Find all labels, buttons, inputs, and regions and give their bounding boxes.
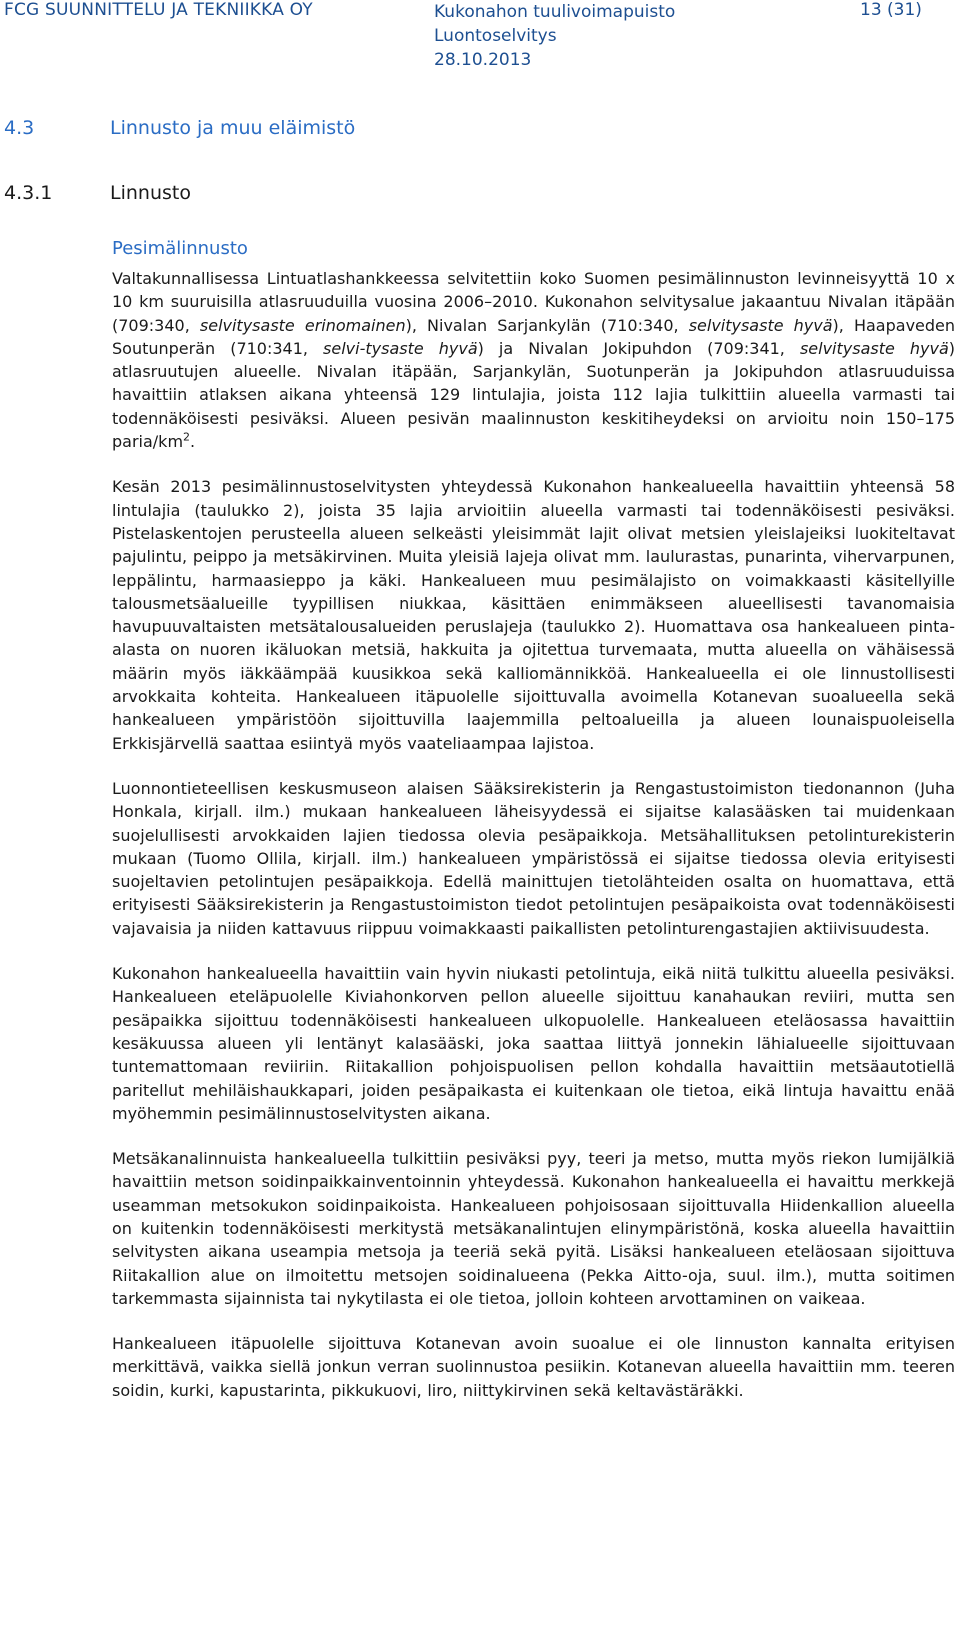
text-run: Valtakunnallisessa Lintuatlashankkeessa selvitettiin koko Suomen pesimälinnuston levinneisyyttä 10 x 10 km suuruisilla atlasruuduilla vuosina 2006–2010. Kukonahon selvitysalue jakaantuu Nivalan itäpään (709:340, (112, 269, 955, 335)
report-date: 28.10.2013 (434, 50, 532, 70)
report-type: Luontoselvitys (434, 26, 557, 46)
emphasis-text: selvitysaste hyvä (799, 338, 949, 358)
project-name: Kukonahon tuulivoimapuisto (434, 2, 676, 22)
paragraph-atlas (112, 267, 955, 453)
subsection-title: Linnusto (110, 182, 191, 204)
paragraph-raptors: Kukonahon hankealueella havaittiin vain hyvin niukasti petolintuja, eikä niitä tulkittu alueella pesiväksi. Hankealueen eteläpuolelle Kiviahonkorven pellon alueelle sijoittuu kanahaukan reviiri, mutta sen pesäpaikka sijoittuu todennäköisesti hankealueen ulkopuolelle. Hankealueen eteläosassa havaittiin kesäkuussa alueen yli lentänyt kalasääski, joka saattaa liittyä jonnekin lähialueelle sijoittuvaan tuntemattomaan reviiriin. Riitakallion pohjoispuolisen pellon kohdalla havaittiin metsäautotiellä paritellut mehiläishaukkapari, joiden pesäpaikasta ei kuitenkaan ole tietoa, eikä lintuja havaittu enää myöhemmin pesimälinnustoselvitysten aikana. (112, 964, 955, 1123)
subsection-heading (4, 182, 191, 204)
paragraph-grouse: Metsäkanalinnuista hankealueella tulkittiin pesiväksi pyy, teeri ja metso, mutta myös riekon lumijälkiä havaittiin metson soidinpaikkainventoinnin yhteydessä. Kukonahon hankealueella ei havaittu merkkejä useamman metsokukon soidinpaikoista. Hankealueen pohjoisosaan sijoittuvalla Hiidenkallion alueella on kuitenkin todennäköisesti merkitystä metsäkanalintujen elinympäristönä, koska alueella havaittiin selvitysten aikana useampia metsoja ja teeriä sekä pyitä. Lisäksi hankealueen eteläosaan sijoittuva Riitakallion alue on ilmoitettu metsojen soidinalueena (Pekka Aitto-oja, suul. ilm.), mutta soitimen tarkemmasta sijainnista tai nykytilasta ei ole tietoa, jolloin kohteen arvottaminen on vaikeaa. (112, 1149, 955, 1308)
emphasis-text: selvitysaste erinomainen (199, 315, 406, 335)
emphasis-text: selvitysaste hyvä (688, 315, 833, 335)
text-run: ), Nivalan Sarjankylän (710:340, (405, 315, 689, 335)
page-header (0, 0, 960, 70)
paragraph-summer-survey: Kesän 2013 pesimälinnustoselvitysten yhteydessä Kukonahon hankealueella havaittiin yhteensä 58 lintulajia (taulukko 2), joista 35 lajia arvioitiin alueella varmasti tai todennäköisesti pesiväksi. Pistelaskentojen perusteella alueen selkeästi yleisimmät lajit olivat metsien yleislajeiksi luokiteltavat pajulintu, peippo ja metsäkirvinen. Muita yleisiä lajeja olivat mm. laulurastas, punarinta, vihervarpunen, leppälintu, harmaasieppo ja käki. Hankealueen muu pesimälajisto on voimakkaasti käsitellyille talousmetsäalueille tyypillisen niukkaa, käsittäen enimmäkseen alueellisesti tavanomaisia havupuuvaltaisten metsätalousalueiden peruslajeja (taulukko 2). Huomattava osa hankealueen pinta-alasta on nuoren ikäluokan metsiä, hakkuita ja ojitettua turvemaata, mutta alueella on vähäisessä määrin myös iäkkäämpää kuusikkoa sekä kalliomännikköä. Hankealueella ei ole linnustollisesti arvokkaita kohteita. Hankealueen itäpuolelle sijoittuvalla avoimella Kotanevan suoalueella sekä hankealueen ympäristöön sijoittuvilla laajemmilla peltoalueilla ja alueen lounaispuoleisella Erkkisjärvellä saattaa esiintyä myös vaateliaampaa lajistoa. (112, 477, 955, 753)
emphasis-text: selvi-tysaste hyvä (323, 338, 478, 358)
text-run: ) ja Nivalan Jokipuhdon (709:341, (477, 338, 800, 358)
paragraph-kotaneva: Hankealueen itäpuolelle sijoittuva Kotanevan avoin suoalue ei ole linnuston kannalta erityisen merkittävä, vaikka siellä jonkun verran suolinnustoa pesiikin. Kotanevan alueella havaittiin mm. teeren soidin, kurki, kapustarinta, pikkukuovi, liro, niittykirvinen sekä keltavästäräkki. (112, 1334, 955, 1400)
section-number: 4.3 (4, 117, 35, 139)
subheading-pesimalinnusto: Pesimälinnusto (112, 238, 248, 259)
body-text (112, 267, 955, 1424)
section-heading (4, 117, 355, 139)
paragraph-registers: Luonnontieteellisen keskusmuseon alaisen Sääksirekisterin ja Rengastustoimiston tiedonannon (Juha Honkala, kirjall. ilm.) mukaan hankealueen läheisyydessä ei sijaitse kalasääsken tai muidenkaan suojelullisesti arvokkaiden lajien tiedossa olevia pesäpaikkoja. Metsähallituksen petolinturekisterin mukaan (Tuomo Ollila, kirjall. ilm.) hankealueen ympäristössä ei sijaitse tiedossa olevia erityisesti suojeltavien petolintujen pesäpaikkoja. Edellä mainittujen tietolähteiden osalta on huomattava, että erityisesti Sääksirekisterin ja Rengastustoimiston tiedot petolintujen pesäpaikoista ovat todennäköisesti vajavaisia ja niiden kattavuus riippuu voimakkaasti paikallisten petolinturengastajien aktiivisuudesta. (112, 778, 955, 938)
superscript: 2 (183, 430, 191, 444)
subsection-number: 4.3.1 (4, 182, 53, 204)
header-report-info (434, 0, 675, 72)
text-run: . (190, 432, 196, 452)
text-run: ) atlasruutujen alueelle. Nivalan itäpään, Sarjankylän, Suotunperän ja Jokipuhdon atlasruuduissa havaittiin atlaksen aikana yhteensä 129 lintulajia, joista 112 lajia tulkittiin alueella varmasti tai todennäköisesti pesiväksi. Alueen pesivän maalinnuston keskitiheydeksi on arvioitu noin 150–175 paria/km (112, 338, 956, 452)
company-name: FCG SUUNNITTELU JA TEKNIIKKA OY (4, 0, 313, 20)
page-number: 13 (31) (860, 0, 922, 20)
text-run: ), Haapaveden Soutunperän (710:341, (112, 315, 956, 358)
section-title: Linnusto ja muu eläimistö (110, 117, 356, 139)
